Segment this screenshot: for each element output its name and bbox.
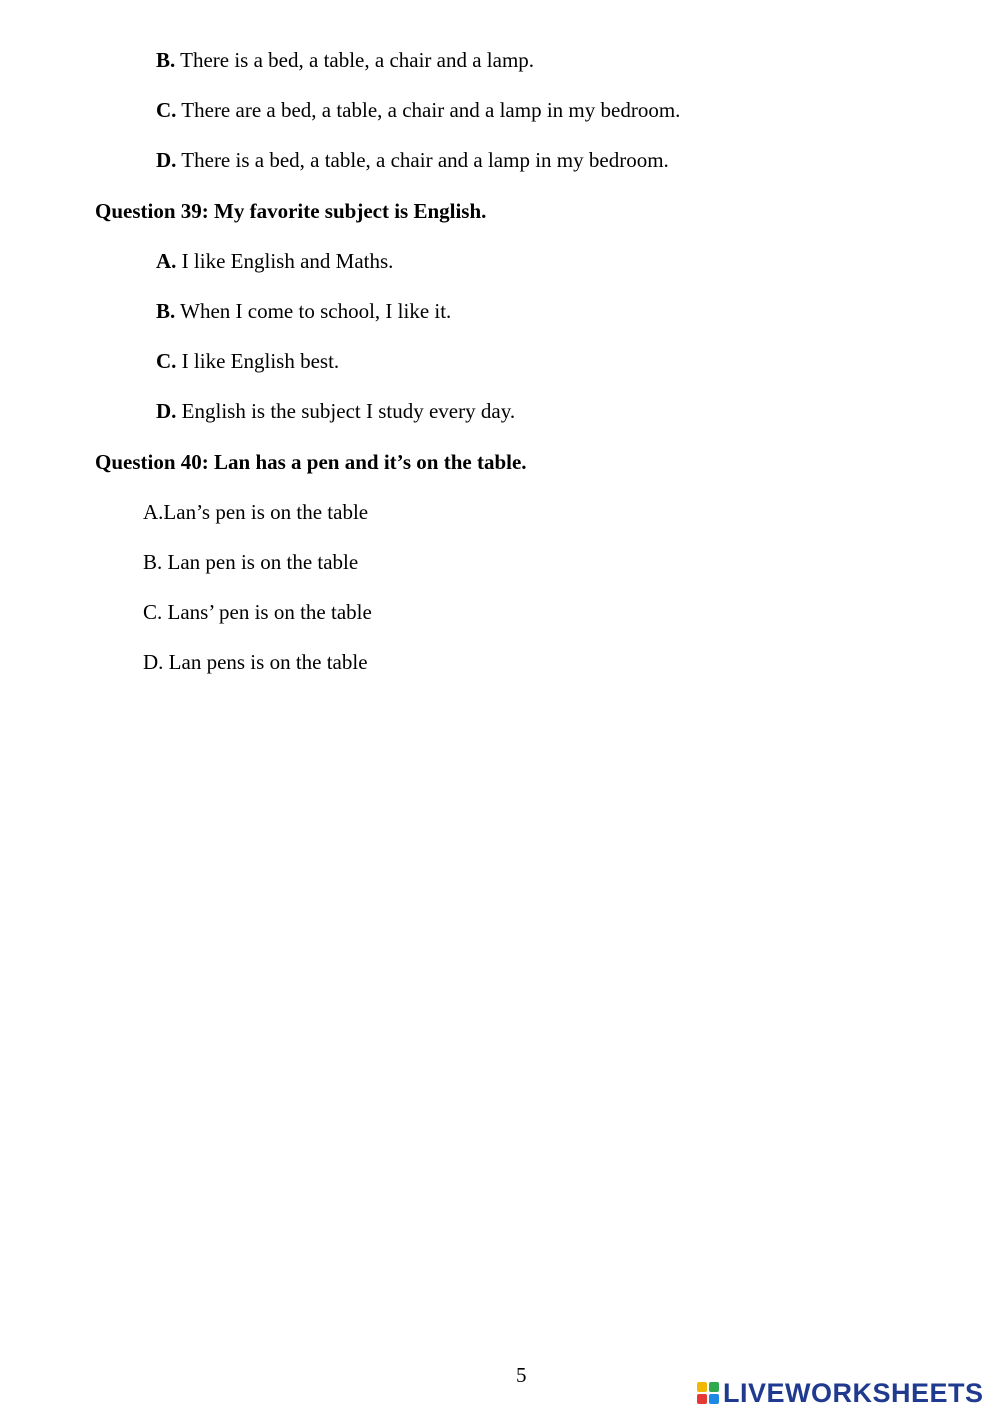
logo-square-yellow <box>697 1382 707 1392</box>
logo-square-red <box>697 1394 707 1404</box>
q38-option-b <box>156 47 534 73</box>
q40-option-b: B. Lan pen is on the table <box>143 550 359 574</box>
option-letter: B. <box>156 299 176 323</box>
option-text: There are a bed, a table, a chair and a lamp in my bedroom. <box>176 98 681 122</box>
q40-option-a: A.Lan’s pen is on the table <box>143 500 369 524</box>
option-text: I like English and Maths. <box>176 249 394 273</box>
option-text: English is the subject I study every day. <box>176 399 516 423</box>
page-number: 5 <box>516 1363 527 1387</box>
option-text: When I come to school, I like it. <box>175 299 452 323</box>
q39-title: Question 39: My favorite subject is English. <box>95 199 487 223</box>
logo-square-blue <box>709 1394 719 1404</box>
liveworksheets-brand <box>697 1377 984 1409</box>
q40-option-c: C. Lans’ pen is on the table <box>143 600 372 624</box>
option-text: There is a bed, a table, a chair and a lamp in my bedroom. <box>176 148 669 172</box>
option-text: There is a bed, a table, a chair and a lamp. <box>175 48 535 72</box>
q39-option-b <box>156 298 451 324</box>
option-letter: C. <box>156 98 177 122</box>
option-text: I like English best. <box>176 349 340 373</box>
brand-text: LIVEWORKSHEETS <box>723 1377 984 1408</box>
option-letter: A. <box>156 249 177 273</box>
q39-option-a <box>156 248 393 274</box>
option-letter: D. <box>156 399 177 423</box>
option-letter: C. <box>156 349 177 373</box>
q38-option-c <box>156 97 680 123</box>
logo-square-green <box>709 1382 719 1392</box>
q39-option-d <box>156 398 515 424</box>
q40-title: Question 40: Lan has a pen and it’s on the table. <box>95 450 527 474</box>
option-letter: D. <box>156 148 177 172</box>
q38-option-d <box>156 147 669 173</box>
q39-option-c <box>156 348 339 374</box>
liveworksheets-logo-icon <box>697 1382 719 1404</box>
option-letter: B. <box>156 48 176 72</box>
q40-option-d: D. Lan pens is on the table <box>143 650 368 674</box>
